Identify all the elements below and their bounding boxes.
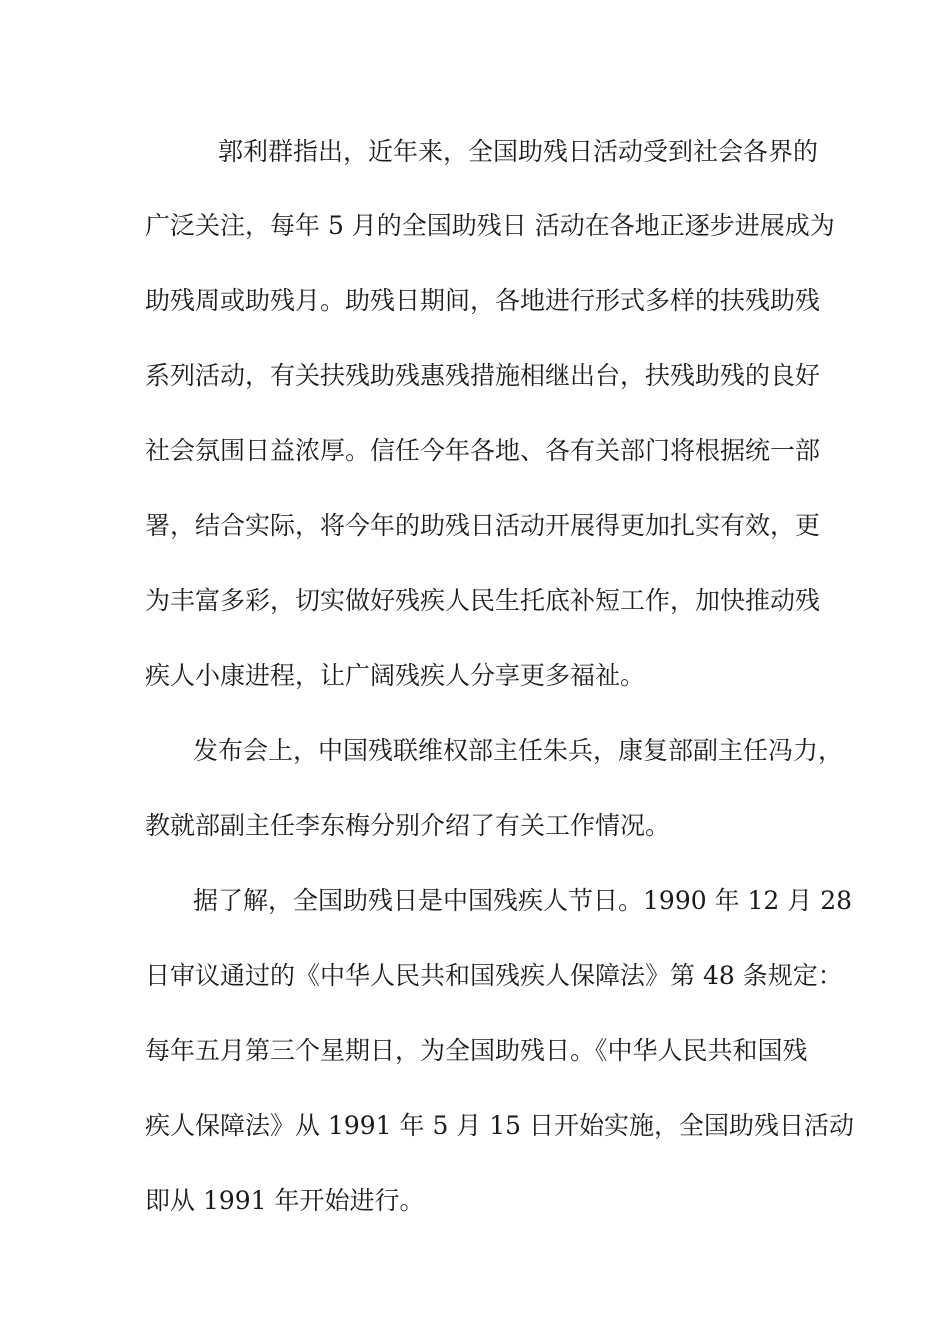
paragraph-line: 每年五月第三个星期日，为全国助残日。《中华人民共和国残 — [145, 1036, 808, 1065]
paragraph-line: 为丰富多彩，切实做好残疾人民生托底补短工作，加快推动残 — [145, 586, 821, 615]
paragraph-line: 据了解，全国助残日是中国残疾人节日。1990 年 12 月 28 — [193, 886, 853, 915]
paragraph-line: 日审议通过的《中华人民共和国残疾人保障法》第 48 条规定： — [145, 961, 843, 990]
paragraph-line: 发布会上，中国残联维权部主任朱兵，康复部副主任冯力， — [193, 736, 844, 765]
paragraph-line: 郭利群指出，近年来，全国助残日活动受到社会各界的 — [218, 137, 819, 166]
paragraph-line: 教就部副主任李东梅分别介绍了有关工作情况。 — [145, 811, 671, 840]
paragraph-line: 即从 1991 年开始进行。 — [145, 1186, 425, 1215]
paragraph-line: 系列活动，有关扶残助残惠残措施相继出台，扶残助残的良好 — [145, 361, 821, 390]
paragraph-line: 广泛关注，每年 5 月的全国助残日 活动在各地正逐步进展成为 — [145, 211, 835, 240]
paragraph-line: 社会氛围日益浓厚。信任今年各地、各有关部门将根据统一部 — [145, 436, 821, 465]
paragraph-line: 疾人保障法》从 1991 年 5 月 15 日开始实施，全国助残日活动 — [145, 1111, 855, 1140]
paragraph-line: 疾人小康进程，让广阔残疾人分享更多福祉。 — [145, 661, 646, 690]
paragraph-line: 署，结合实际，将今年的助残日活动开展得更加扎实有效，更 — [145, 511, 821, 540]
paragraph-line: 助残周或助残月。助残日期间，各地进行形式多样的扶残助残 — [145, 286, 821, 315]
